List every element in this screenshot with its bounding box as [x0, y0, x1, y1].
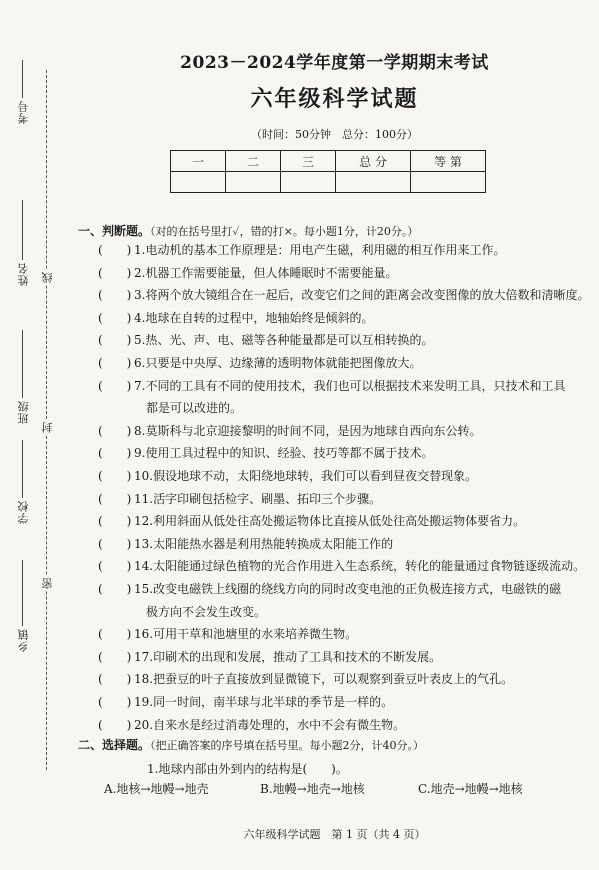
score-cell-grade[interactable]	[411, 172, 486, 193]
school-blank[interactable]	[22, 440, 23, 498]
judgement-question-text: 20.自来水是经过消毒处理的，水中不会有微生物。	[134, 717, 406, 732]
score-table-header-row	[171, 151, 486, 172]
judgement-question-text: 15.改变电磁铁上线圈的绕线方向的同时改变电池的正负极连接方式，电磁铁的磁	[134, 582, 562, 596]
score-cell-1[interactable]	[171, 172, 226, 193]
exam-number-label: 考号	[17, 100, 30, 124]
choice-option-b[interactable]: B.地幔→地壳→地核	[260, 782, 365, 796]
judgement-question-text: 12.利用斜面从低处往高处搬运物体比直接从低处往高处搬运物体要省力。	[134, 514, 526, 529]
answer-paren[interactable]: ( )	[98, 627, 132, 642]
school-label: 学校	[17, 500, 30, 524]
name-label: 姓名	[17, 262, 30, 286]
judgement-question-text: 19.同一时间，南半球与北半球的季节是一样的。	[134, 695, 394, 709]
choice-option-a[interactable]: A.地核→地幔→地壳	[104, 782, 209, 796]
answer-paren[interactable]: ( )	[98, 469, 132, 483]
choice-option-c[interactable]: C.地壳→地幔→地核	[418, 782, 523, 796]
answer-paren[interactable]: ( )	[98, 514, 132, 529]
score-header-1: 一	[171, 151, 226, 172]
judgement-question-text: 3.将两个放大镜组合在一起后，改变它们之间的距离会改变图像的放大倍数和清晰度。	[134, 288, 590, 303]
seal-mark-line: 线	[41, 272, 54, 283]
judgement-question-text: 8.莫斯科与北京迎接黎明的时间不同，是因为地球自西向东公转。	[134, 423, 482, 438]
section1-note: （对的在括号里打✓，错的打×。每小题1分，计20分。）	[150, 225, 419, 238]
judgement-question-text: 5.热、光、声、电、磁等各种能量都是可以互相转换的。	[134, 333, 434, 348]
judgement-question	[98, 513, 525, 529]
judgement-question-text: 1.电动机的基本工作原理是：用电产生磁，利用磁的相互作用来工作。	[134, 243, 506, 257]
judgement-question-text: 18.把蚕豆的叶子直接放到显微镜下，可以观察到蚕豆叶表皮上的气孔。	[134, 672, 514, 687]
township-label: 乡镇	[17, 628, 30, 652]
answer-paren[interactable]: ( )	[98, 265, 132, 280]
page-footer: 六年级科学试题 第 1 页（共 4 页）	[243, 828, 426, 841]
choice-question-1: 1.地球内部由外到内的结构是( )。	[147, 762, 348, 776]
score-cell-2[interactable]	[226, 172, 281, 193]
judgement-question	[98, 287, 589, 303]
judgement-question	[98, 536, 393, 552]
judgement-question	[98, 332, 433, 348]
judgement-question	[98, 694, 393, 710]
judgement-question	[98, 671, 513, 687]
class-label: 班级	[17, 400, 30, 424]
judgement-question	[98, 378, 565, 394]
judgement-question	[98, 626, 357, 642]
judgement-question-text: 17.印刷术的出现和发展，推动了工具和技术的不断发展。	[134, 649, 442, 664]
judgement-question-text: 7.不同的工具有不同的使用技术，我们也可以根据技术来发明工具，只技术和工具	[134, 378, 566, 393]
judgement-question-text: 4.地球在自转的过程中，地轴始终是倾斜的。	[134, 310, 374, 325]
name-blank[interactable]	[22, 200, 23, 260]
score-table-value-row	[171, 172, 486, 193]
section2-heading	[78, 736, 424, 753]
judgement-question	[98, 581, 561, 597]
time-info: （时间：50分钟 总分：100分）	[251, 128, 418, 141]
judgement-question	[98, 445, 433, 461]
judgement-question-text: 16.可用干草和池塘里的水来培养微生物。	[134, 627, 358, 642]
seal-mark-seal: 封	[41, 422, 54, 433]
section1-title: 一、判断题。	[78, 224, 151, 238]
exam-number-blank[interactable]	[22, 60, 23, 98]
township-blank[interactable]	[22, 560, 23, 626]
judgement-question	[98, 468, 477, 484]
score-header-total: 总 分	[336, 151, 411, 172]
judgement-question-continuation: 都是可以改进的。	[146, 401, 243, 416]
score-header-grade: 等 第	[411, 151, 486, 172]
judgement-question	[98, 649, 441, 665]
answer-paren[interactable]: ( )	[98, 446, 132, 461]
answer-paren[interactable]: ( )	[98, 378, 132, 393]
judgement-question-text: 11.活字印刷包括检字、刷墨、拓印三个步骤。	[134, 491, 382, 506]
section2-note: （把正确答案的序号填在括号里。每小题2分，计40分。）	[150, 739, 425, 752]
answer-paren[interactable]: ( )	[98, 356, 132, 370]
answer-paren[interactable]: ( )	[98, 695, 132, 709]
seal-mark-secret: 密	[41, 578, 54, 589]
judgement-question	[98, 423, 481, 439]
score-header-2: 二	[226, 151, 281, 172]
judgement-question	[98, 265, 397, 281]
judgement-question-text: 10.假设地球不动，太阳绕地球转，我们可以看到昼夜交替现象。	[134, 469, 478, 483]
binding-margin	[0, 0, 70, 870]
answer-paren[interactable]: ( )	[98, 491, 132, 506]
judgement-question-text: 6.只要是中央厚、边缘薄的透明物体就能把图像放大。	[134, 356, 422, 370]
answer-paren[interactable]: ( )	[98, 672, 132, 687]
answer-paren[interactable]: ( )	[98, 717, 132, 732]
score-cell-3[interactable]	[281, 172, 336, 193]
answer-paren[interactable]: ( )	[98, 333, 132, 348]
judgement-question	[98, 355, 421, 371]
exam-subtitle: 六年级科学试题	[250, 86, 419, 112]
answer-paren[interactable]: ( )	[98, 649, 132, 664]
section1-heading	[78, 222, 418, 239]
answer-paren[interactable]: ( )	[98, 582, 132, 596]
judgement-question-text: 2.机器工作需要能量，但人体睡眠时不需要能量。	[134, 265, 398, 280]
answer-paren[interactable]: ( )	[98, 423, 132, 438]
judgement-question	[98, 491, 381, 507]
judgement-question	[98, 558, 585, 574]
judgement-question	[98, 717, 405, 733]
score-cell-total[interactable]	[336, 172, 411, 193]
judgement-question-continuation: 极方向不会发生改变。	[146, 604, 267, 619]
answer-paren[interactable]: ( )	[98, 288, 132, 303]
class-blank[interactable]	[22, 330, 23, 398]
answer-paren[interactable]: ( )	[98, 243, 132, 257]
score-table	[170, 150, 486, 193]
judgement-question-text: 14.太阳能通过绿色植物的光合作用进入生态系统，转化的能量通过食物链逐级流动。	[134, 559, 586, 574]
judgement-question-text: 13.太阳能热水器是利用热能转换成太阳能工作的	[134, 536, 394, 551]
score-header-3: 三	[281, 151, 336, 172]
judgement-question	[98, 242, 505, 258]
answer-paren[interactable]: ( )	[98, 536, 132, 551]
judgement-question-text: 9.使用工具过程中的知识、经验、技巧等都不属于技术。	[134, 446, 434, 461]
section2-title: 二、选择题。	[78, 738, 151, 752]
exam-title: 2023－2024学年度第一学期期末考试	[180, 53, 489, 73]
judgement-question	[98, 310, 373, 326]
answer-paren[interactable]: ( )	[98, 310, 132, 325]
answer-paren[interactable]: ( )	[98, 559, 132, 574]
